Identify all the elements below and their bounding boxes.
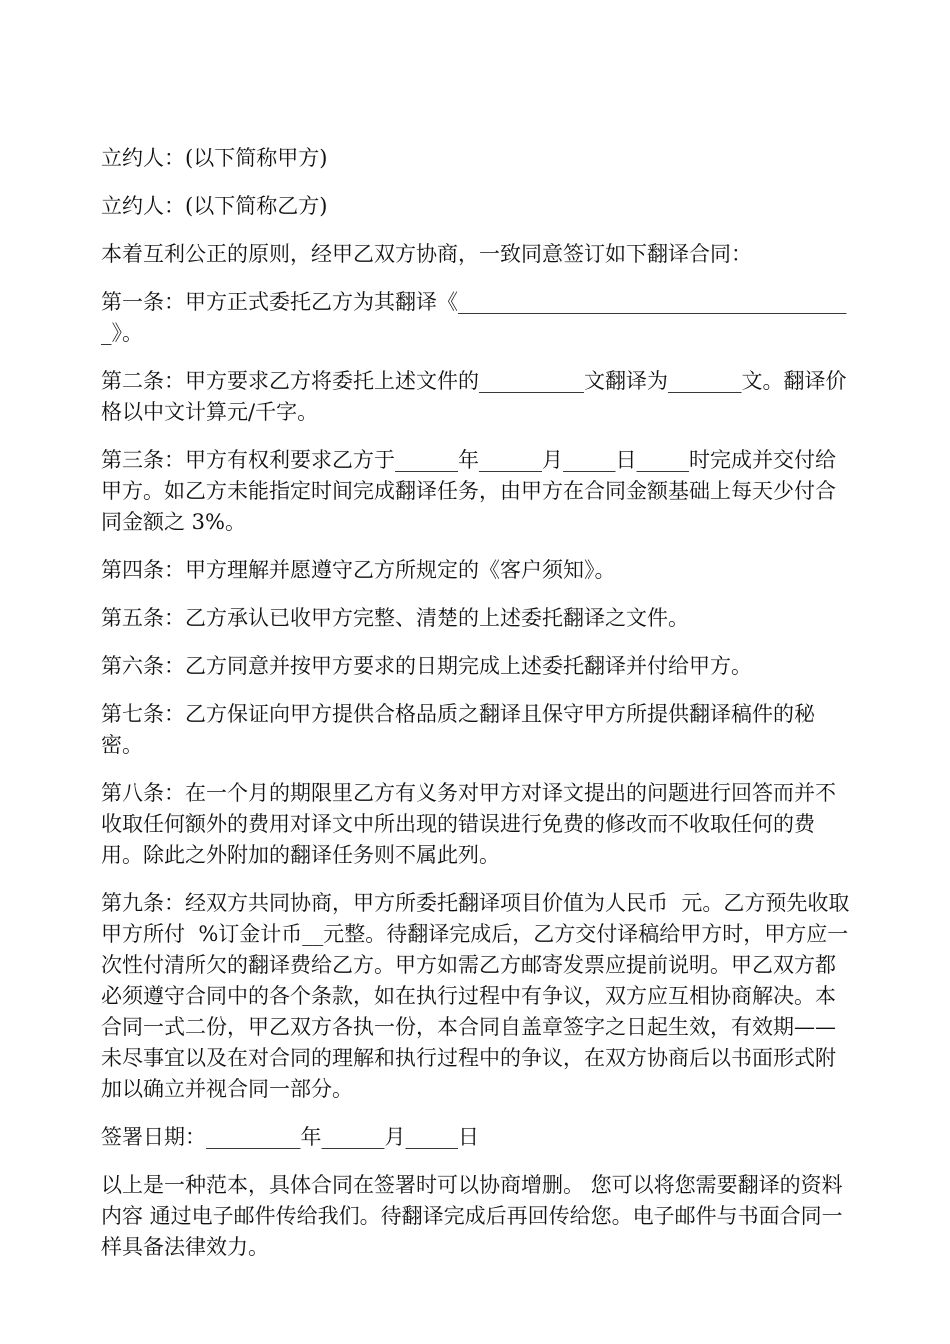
article-2: 第二条：甲方要求乙方将委托上述文件的__________文翻译为_______文。翻译价格以中文计算元/千字。 [101, 369, 847, 424]
article-7: 第七条：乙方保证向甲方提供合格品质之翻译且保守甲方所提供翻译稿件的秘密。 [101, 702, 815, 757]
party-b-line: 立约人：(以下简称乙方) [101, 194, 328, 218]
closing-note: 以上是一种范本，具体合同在签署时可以协商增删。 您可以将您需要翻译的资料内容 通过电子邮件传给我们。待翻译完成后再回传给您。电子邮件与书面合同一样具备法律效力。 [101, 1173, 843, 1259]
article-5: 第五条：乙方承认已收甲方完整、清楚的上述委托翻译之文件。 [101, 606, 689, 630]
article-3: 第三条：甲方有权利要求乙方于______年______月_____日_____时完成并交付给甲方。如乙方未能指定时间完成翻译任务，由甲方在合同金额基础上每天少付合同金额之 3%。 [101, 448, 836, 534]
article-8: 第八条：在一个月的期限里乙方有义务对甲方对译文提出的问题进行回答而并不收取任何额外的费用对译文中所出现的错误进行免费的修改而不收取任何的费用。除此之外附加的翻译任务则不属此列。 [101, 781, 836, 867]
article-4: 第四条：甲方理解并愿遵守乙方所规定的《客户须知》。 [101, 558, 616, 582]
contract-document [101, 143, 853, 1280]
article-9: 第九条：经双方共同协商，甲方所委托翻译项目价值为人民币 元。乙方预先收取甲方所付 %订金计币__元整。待翻译完成后，乙方交付译稿给甲方时，甲方应一次性付清所欠的翻译费给乙方。甲方如需乙方邮寄发票应提前说明。甲乙双方都必须遵守合同中的各个条款，如在执行过程中有争议，双方应互相协商解决。本合同一式二份，甲乙双方各执一份，本合同自盖章签字之日起生效，有效期——未尽事宜以及在对合同的理解和执行过程中的争议，在双方协商后以书面形式附加以确立并视合同一部分。 [101, 891, 850, 1101]
preamble: 本着互利公正的原则，经甲乙双方协商，一致同意签订如下翻译合同： [101, 242, 752, 266]
party-a-line: 立约人：(以下简称甲方) [101, 146, 328, 170]
article-6: 第六条：乙方同意并按甲方要求的日期完成上述委托翻译并付给甲方。 [101, 654, 752, 678]
signing-date: 签署日期：_________年______月_____日 [101, 1125, 479, 1149]
article-1: 第一条：甲方正式委托乙方为其翻译《______________________________________》。 [101, 290, 847, 345]
